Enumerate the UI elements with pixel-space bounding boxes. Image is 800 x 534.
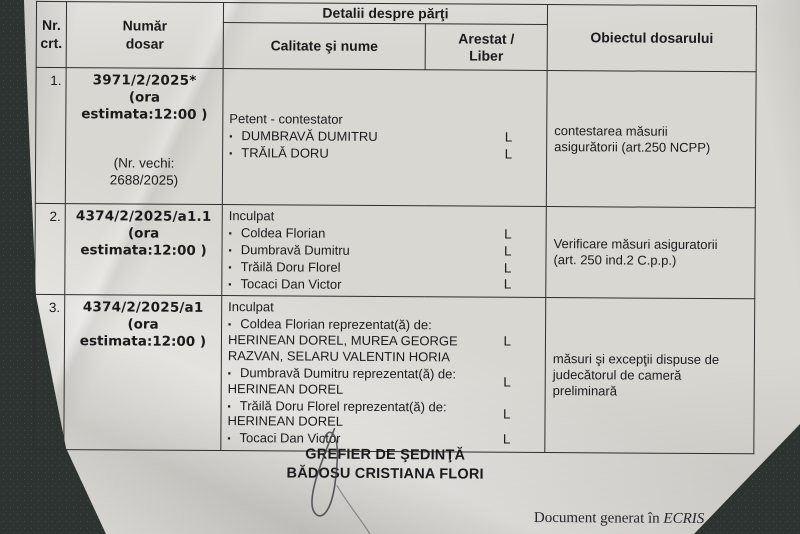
detention-status: L [503, 243, 512, 259]
bullet-icon: ▪ [228, 261, 232, 272]
estimated-hour: (ora estimata:12:00 ) [79, 316, 207, 351]
party-row [228, 316, 541, 365]
bullet-icon: ▪ [227, 367, 232, 378]
detention-status: L [503, 333, 512, 349]
generated-note-text: Document generat în [533, 509, 664, 527]
bullet-icon: ▪ [228, 319, 232, 330]
party-name: Trăilă Doru Florel [240, 258, 341, 275]
object-cell [545, 298, 755, 454]
case-number-cell: 1. [35, 67, 66, 203]
col-header-calitate: Calitate şi nume [223, 23, 425, 70]
party-row [229, 225, 542, 243]
detention-status: L [504, 146, 513, 162]
party-name: Tocaci Dan Victor [240, 275, 342, 292]
bullet-icon: ▪ [229, 131, 233, 142]
party-name: Tocaci Dan Victor [239, 430, 341, 447]
generated-note-app: ECRIS [663, 510, 705, 527]
case-row [34, 295, 755, 454]
bullet-icon: ▪ [228, 244, 232, 255]
case-number-cell: 3. [34, 295, 65, 450]
party-name: Coldea Florian reprezentat(ă) de: HERINEAN DOREL, MUREA GEORGE RAZVAN, SELARU VALENTIN HORIA [227, 316, 458, 365]
party-name: Dumbravă Dumitru reprezentat(ă) de: HERINEAN DOREL [227, 364, 457, 397]
case-row [35, 203, 756, 299]
col-header-nr-crt [36, 1, 66, 67]
party-name: Coldea Florian [240, 225, 326, 241]
bullet-icon: ▪ [228, 228, 232, 239]
clerk-block [33, 444, 737, 485]
clerk-title: GREFIER DE ŞEDINŢĂ [305, 446, 466, 464]
party-row [228, 276, 541, 294]
col-header-arestat-label: Arestat / Liber [458, 29, 515, 64]
table-header [36, 1, 756, 71]
case-row [35, 67, 756, 207]
dosar-cell [65, 204, 223, 296]
col-header-arestat [425, 24, 547, 71]
col-header-numar-dosar-label: Număr dosar [122, 17, 168, 52]
party-row [228, 365, 541, 399]
dosar-number: 4374/2/2025/a1.1 [75, 208, 212, 226]
party-quality: Petent - contestator [229, 111, 343, 128]
object-cell [546, 71, 756, 208]
col-header-detalii: Detalii despre părţi [223, 3, 547, 25]
bullet-icon: ▪ [227, 433, 231, 444]
party-list [228, 225, 541, 293]
parties-cell [221, 296, 546, 453]
estimated-hour: (ora estimata:12:00 ) [80, 225, 207, 260]
detention-status: L [503, 374, 511, 390]
dosar-cell [65, 68, 223, 205]
party-list [227, 316, 541, 448]
detention-status: L [504, 129, 513, 145]
object-cell [546, 207, 756, 300]
col-header-nr-crt-label: Nr. crt. [40, 17, 63, 51]
party-name: TRĂILĂ DORU [241, 145, 329, 161]
party-quality: Inculpat [228, 208, 275, 224]
case-number-cell: 2. [35, 203, 66, 294]
old-number: (Nr. vechi: 2688/2025) [109, 155, 179, 188]
case-object: Verificare măsuri asiguratorii (art. 250 ind.2 C.p.p.) [553, 236, 718, 269]
detention-status: L [503, 260, 512, 276]
col-header-obiect: Obiectul dosarului [547, 5, 756, 72]
bullet-icon: ▪ [228, 278, 232, 289]
generated-note [534, 510, 704, 528]
detention-status: L [502, 431, 511, 447]
detention-status: L [503, 276, 512, 293]
party-quality: Inculpat [228, 299, 274, 315]
clerk-name: BĂDOSU CRISTIANA FLORI [286, 464, 484, 483]
party-name: Dumbravă Dumitru [240, 241, 350, 258]
hearing-list-table [33, 1, 757, 455]
party-list [229, 128, 542, 163]
party-name: Trăilă Doru Florel reprezentat(ă) de: HERINEAN DOREL [227, 397, 447, 430]
parties-cell [222, 205, 547, 298]
party-row [229, 128, 542, 146]
dosar-number: 4374/2/2025/a1 [82, 299, 204, 317]
bullet-icon: ▪ [227, 400, 231, 411]
party-row [228, 242, 541, 260]
detention-status: L [504, 226, 512, 242]
case-object: contestarea măsurii asigurătorii (art.250 NCPP) [554, 122, 711, 155]
parties-cell [222, 69, 547, 207]
col-header-numar-dosar [66, 2, 223, 69]
case-object: măsuri şi excepţii dispuse de judecătorul de cameră preliminară [552, 351, 720, 399]
case-table-body [34, 67, 756, 453]
party-row [229, 145, 542, 163]
bullet-icon: ▪ [229, 148, 233, 159]
estimated-hour: (ora estimata:12:00 ) [81, 89, 208, 124]
dosar-number: 3971/2/2025* [92, 72, 197, 89]
dosar-cell [64, 295, 222, 451]
party-row [228, 259, 541, 277]
party-row [227, 398, 540, 432]
party-name: DUMBRAVĂ DUMITRU [241, 128, 378, 145]
detention-status: L [502, 406, 511, 422]
